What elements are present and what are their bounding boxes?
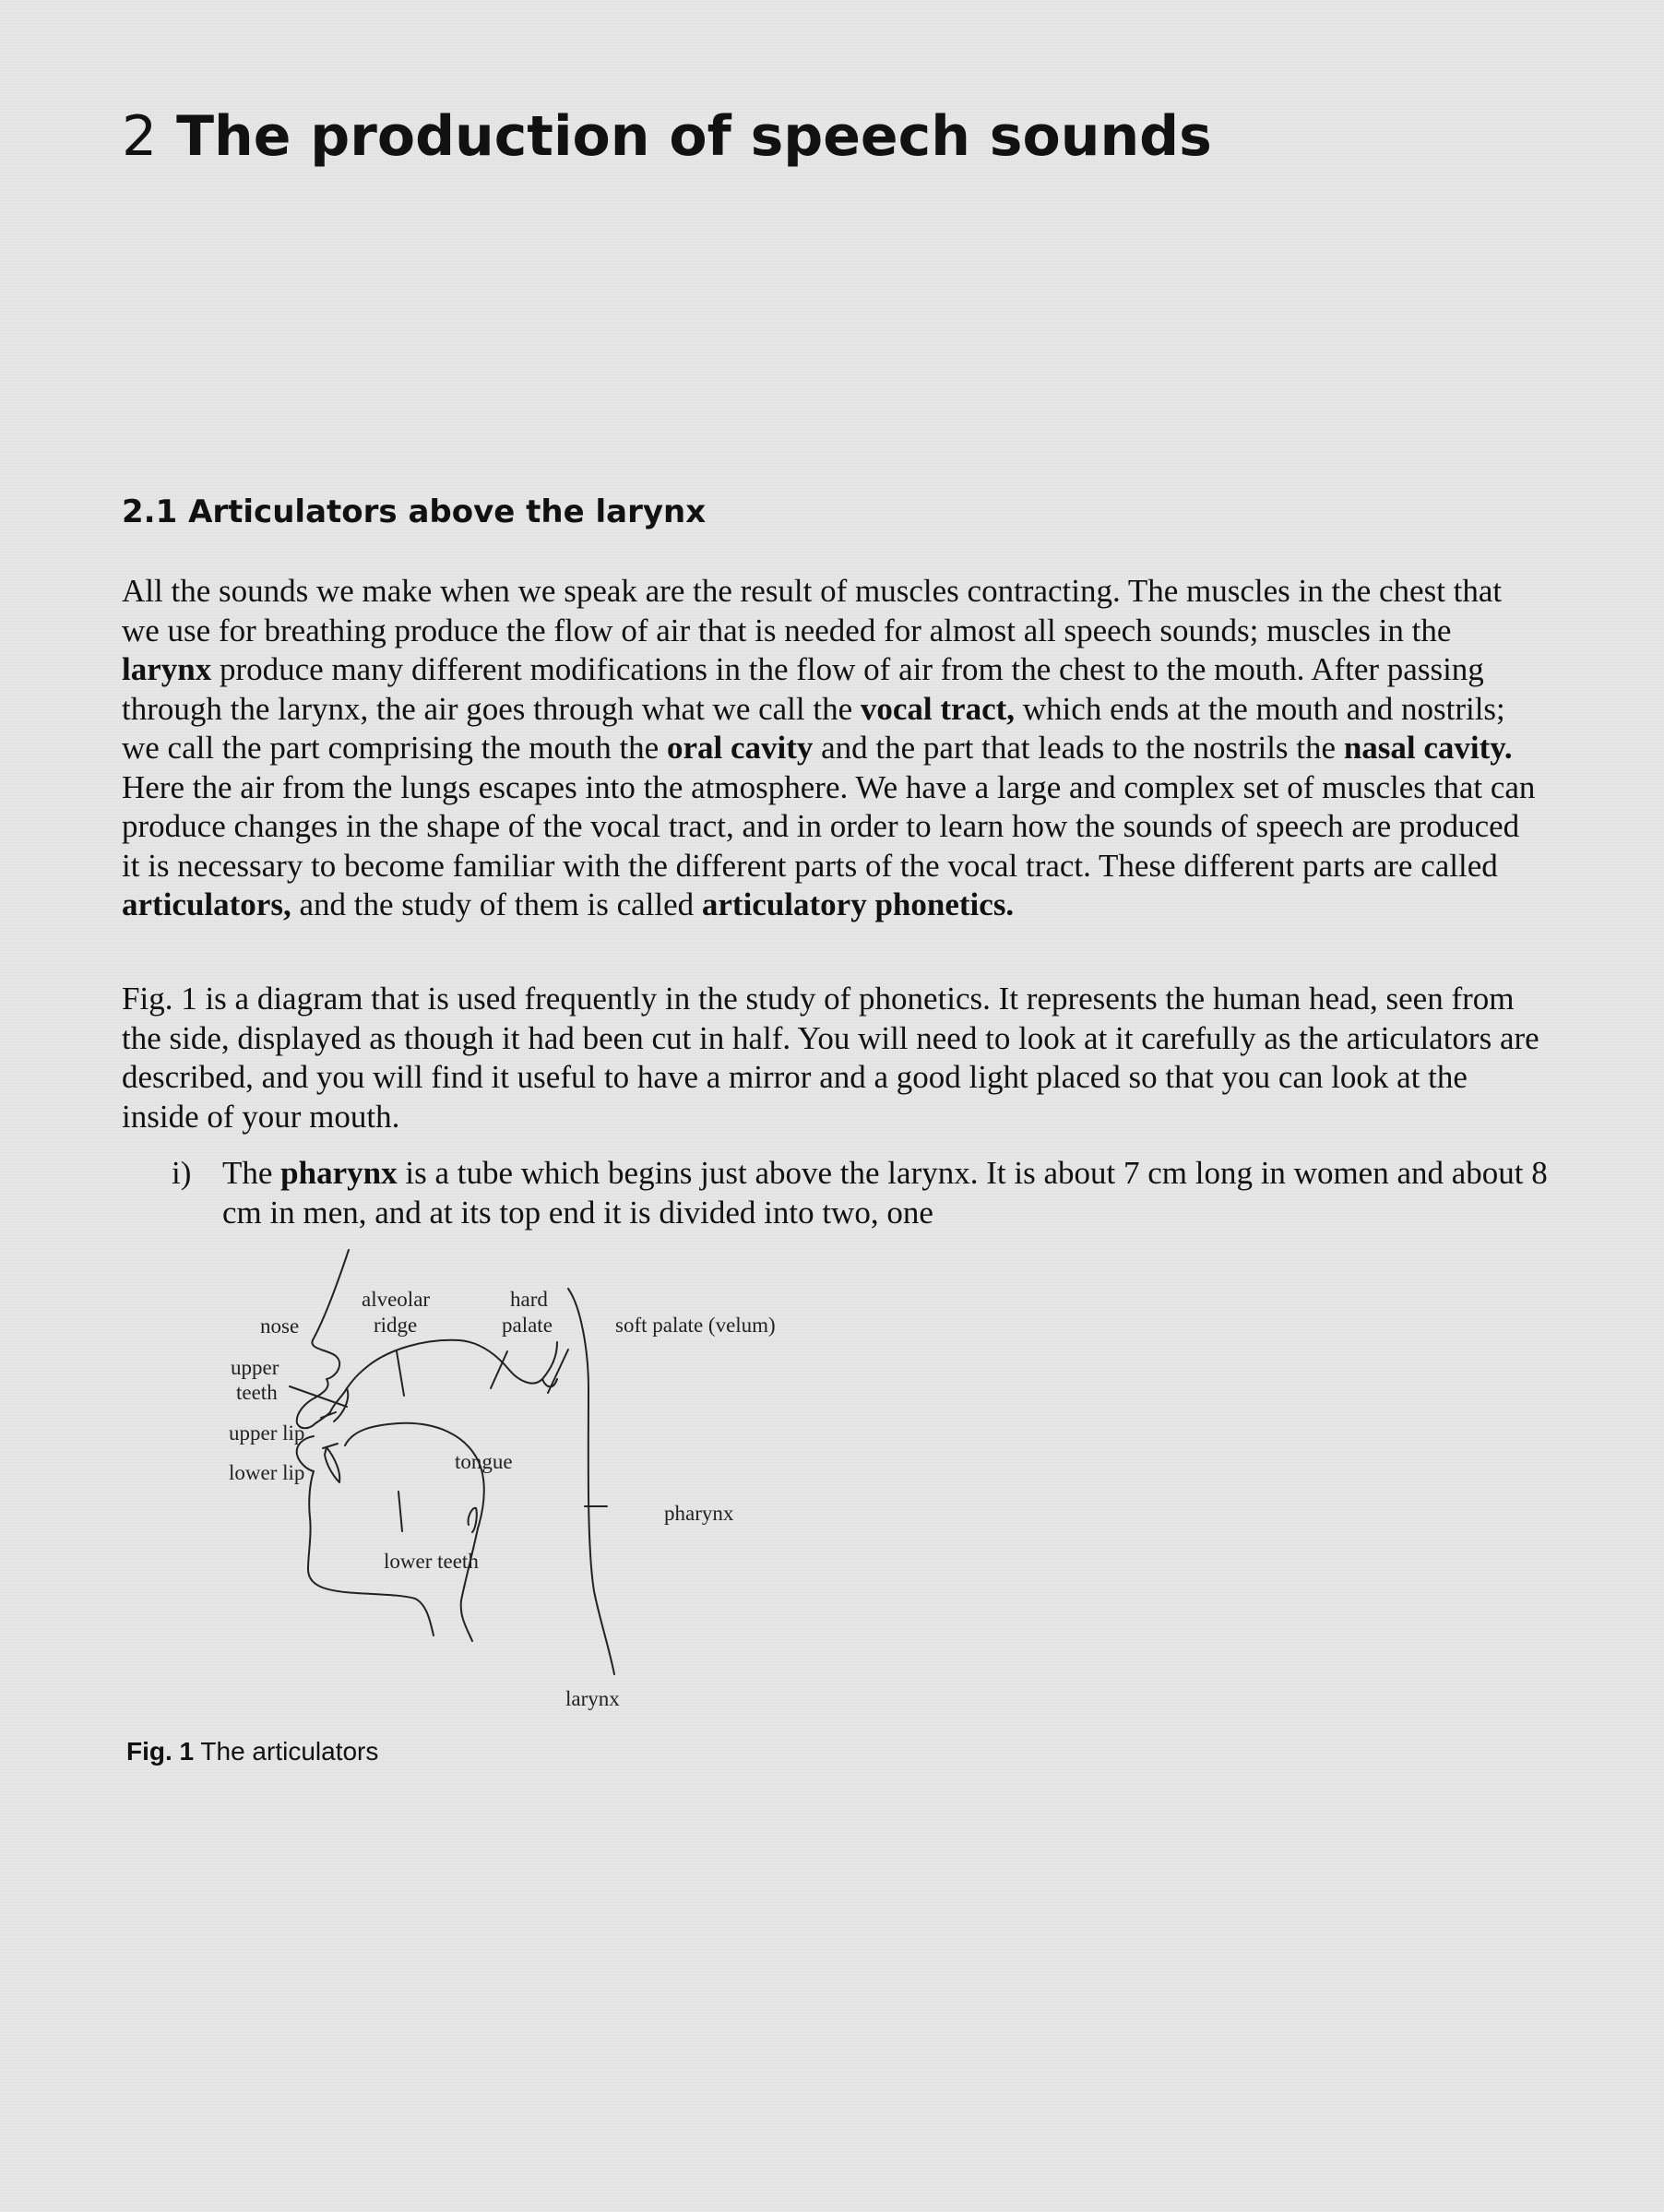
term-pharynx: pharynx bbox=[280, 1155, 398, 1191]
text-run: and the part that leads to the nostrils the bbox=[813, 730, 1344, 766]
term-nasal-cavity: nasal cavity. bbox=[1343, 730, 1513, 766]
leader-alveolar bbox=[397, 1351, 404, 1396]
chapter-title-text: The production of speech sounds bbox=[176, 104, 1212, 169]
label-tongue: tongue bbox=[455, 1450, 513, 1473]
leader-lower-lip bbox=[323, 1444, 338, 1448]
uvula-outline bbox=[542, 1379, 557, 1386]
tongue-outline bbox=[345, 1423, 484, 1528]
roof-of-mouth-outline bbox=[347, 1340, 557, 1388]
term-oral-cavity: oral cavity bbox=[666, 730, 814, 766]
label-soft-palate: soft palate (velum) bbox=[615, 1314, 776, 1337]
leader-soft-palate bbox=[548, 1350, 568, 1393]
text-run: produce many different modifications in the flow of air from the chest to the mouth. After passing through the larynx, the air goes through what we call the bbox=[122, 651, 1484, 727]
label-hard: hard bbox=[510, 1288, 548, 1311]
text-run: is a tube which begins just above the larynx. It is about 7 cm long in women and about 8 cm in men, and at its top end it is divided into two, one bbox=[222, 1155, 1548, 1231]
section-title: 2.1 Articulators above the larynx bbox=[122, 494, 707, 530]
chapter-title bbox=[122, 100, 1212, 173]
text-run: which ends at the mouth and nostrils; we call the part comprising the mouth the bbox=[122, 690, 1505, 766]
nose-outline bbox=[312, 1250, 349, 1397]
text-run: The bbox=[222, 1155, 281, 1191]
leader-upper-teeth bbox=[290, 1386, 347, 1407]
label-pharynx: pharynx bbox=[664, 1502, 734, 1525]
larynx-front-outline bbox=[461, 1528, 478, 1641]
epiglottis-outline bbox=[469, 1508, 477, 1532]
label-larynx: larynx bbox=[565, 1687, 620, 1710]
term-articulators: articulators, bbox=[122, 886, 291, 922]
figure-caption bbox=[126, 1737, 378, 1766]
intro-paragraph bbox=[122, 572, 1542, 925]
chapter-number: 2 bbox=[122, 104, 158, 169]
list-item-text bbox=[222, 1154, 1551, 1232]
term-articulatory-phonetics: articulatory phonetics. bbox=[701, 886, 1015, 922]
text-run: and the study of them is called bbox=[291, 886, 702, 922]
figure-intro-paragraph: Fig. 1 is a diagram that is used frequently in the study of phonetics. It represents the human head, seen from the side, displayed as though it had been cut in half. You will need to look at it carefully as the articulators are described, and you will find it useful to have a mirror and a good light placed so that you can look at the inside of your mouth. bbox=[122, 981, 1539, 1135]
leader-lower-teeth bbox=[398, 1492, 402, 1531]
label-lower-teeth: lower teeth bbox=[384, 1550, 479, 1573]
leader-hard-palate bbox=[491, 1351, 507, 1388]
list-marker: i) bbox=[172, 1155, 192, 1191]
term-larynx: larynx bbox=[122, 651, 212, 687]
label-upper-lip: upper lip bbox=[229, 1421, 305, 1445]
label-nose: nose bbox=[260, 1314, 300, 1338]
text-run: All the sounds we make when we speak are the result of muscles contracting. The muscles in the chest that we use for breathing produce the flow of air that is needed for almost all speech sounds; muscles in the bbox=[122, 573, 1503, 648]
label-ridge: ridge bbox=[374, 1314, 418, 1337]
lower-teeth-outline bbox=[325, 1447, 339, 1482]
articulators-diagram bbox=[218, 1241, 808, 1720]
label-alveolar: alveolar bbox=[362, 1288, 431, 1311]
text-run: Here the air from the lungs escapes into the atmosphere. We have a large and complex set of muscles that can produce changes in the shape of the vocal tract, and in order to learn how the sounds of speech are produced it is necessary to become familiar with the different parts of the vocal tract. These different parts are called bbox=[122, 768, 1536, 884]
label-lower-lip: lower lip bbox=[229, 1461, 305, 1484]
figure-caption-text: The articulators bbox=[200, 1737, 379, 1766]
pharynx-back-wall bbox=[568, 1289, 614, 1674]
term-vocal-tract: vocal tract, bbox=[860, 690, 1016, 727]
label-upper: upper bbox=[231, 1356, 279, 1379]
label-palate: palate bbox=[502, 1314, 553, 1337]
label-teeth: teeth bbox=[236, 1381, 278, 1404]
figure-caption-number: Fig. 1 bbox=[126, 1737, 195, 1766]
